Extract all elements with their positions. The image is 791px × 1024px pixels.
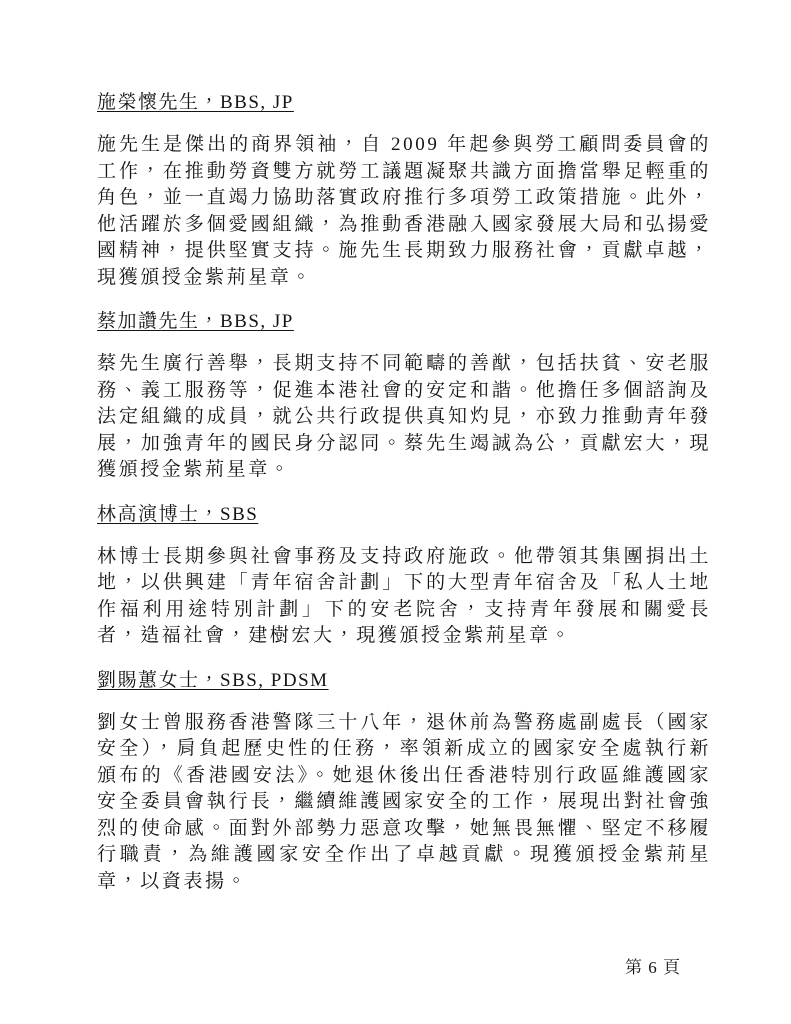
honouree-citation: 蔡先生廣行善舉，長期支持不同範疇的善猷，包括扶貧、安老服務、義工服務等，促進本港社會的安定和諧。他擔任多個諮詢及法定組織的成員，就公共行政提供真知灼見，亦致力推動青年發展，加強青年的國民身分認同。蔡先生竭誠為公，貢獻宏大，現獲頒授金紫荊星章。 [97, 353, 711, 480]
honouree-section [97, 668, 711, 896]
honouree-name-heading: 施榮懷先生，BBS, JP [97, 92, 294, 113]
honouree-name-heading: 林高演博士，SBS [97, 503, 259, 525]
honouree-section [97, 90, 711, 291]
honouree-citation: 施先生是傑出的商界領袖，自 2009 年起參與勞工顧問委員會的工作，在推動勞資雙方就勞工議題凝聚共識方面擔當舉足輕重的角色，並一直竭力協助落實政府推行多項勞工政策措施。此外，他活躍於多個愛國組織，為推動香港融入國家發展大局和弘揚愛國精神，提供堅實支持。施先生長期致力服務社會，貢獻卓越，現獲頒授金紫荊星章。 [97, 134, 711, 288]
honouree-citation: 劉女士曾服務香港警隊三十八年，退休前為警務處副處長（國家安全），肩負起歷史性的任務，率領新成立的國家安全處執行新頒布的《香港國安法》。她退休後出任香港特別行政區維護國家安全委員會執行長，繼續維護國家安全的工作，展現出對社會強烈的使命感。面對外部勢力惡意攻擊，她無畏無懼、堅定不移履行職責，為維護國家安全作出了卓越貢獻。現獲頒授金紫荊星章，以資表揚。 [97, 711, 711, 892]
honouree-section [97, 502, 711, 650]
document-content [97, 90, 711, 913]
honouree-name-heading: 劉賜蕙女士，SBS, PDSM [97, 669, 329, 691]
honouree-name-heading: 蔡加讚先生，BBS, JP [97, 311, 294, 332]
page-number: 第 6 頁 [625, 958, 681, 977]
honouree-citation: 林博士長期參與社會事務及支持政府施政。他帶領其集團捐出土地，以供興建「青年宿舍計劃」下的大型青年宿舍及「私人土地作福利用途特別計劃」下的安老院舍，支持青年發展和關愛長者，造福社會，建樹宏大，現獲頒授金紫荊星章。 [97, 545, 711, 646]
honouree-section [97, 309, 711, 484]
